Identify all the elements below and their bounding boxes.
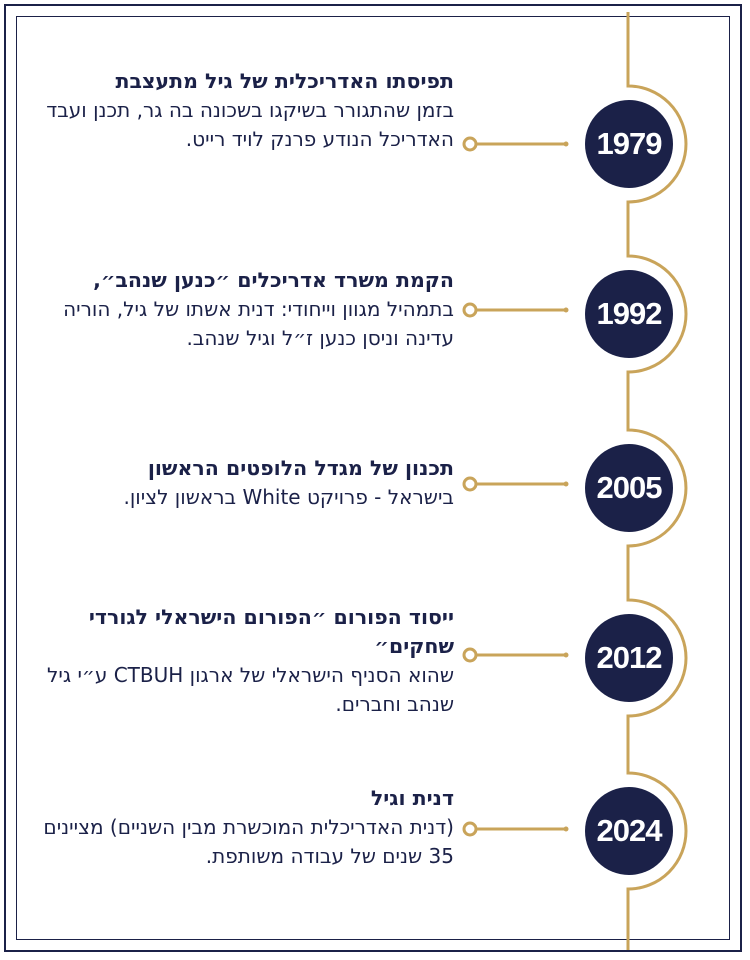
entry-text: בזמן שהתגורר בשיקגו בשכונה בה גר, תכנן ועבד האדריכל הנודע פרנק לויד רייט. (46, 98, 454, 151)
connector-dot-1992 (464, 304, 476, 316)
connector-dot-2005 (464, 478, 476, 490)
year-circle-1979: 1979 (585, 100, 673, 188)
timeline-entry-1979 (24, 67, 454, 154)
entry-text: בתמהיל מגוון וייחודי: דנית אשתו של גיל, הוריה עדינה וניסן כנען ז״ל וגיל שנהב. (63, 297, 454, 350)
entry-title: ייסוד הפורום ״הפורום הישראלי לגורדי שחקים״ (88, 605, 454, 658)
entry-title: תפיסתו האדריכלית של גיל מתעצבת (115, 69, 454, 93)
timeline-entry-2024 (24, 784, 454, 871)
connector-dot-2024 (464, 823, 476, 835)
year-circle-2005: 2005 (585, 444, 673, 532)
timeline-entry-2012 (24, 603, 454, 719)
timeline-entry-2005 (24, 454, 454, 512)
year-circle-2024: 2024 (585, 787, 673, 875)
connector-dot-2012 (464, 649, 476, 661)
entry-text: שהוא הסניף הישראלי של ארגון CTBUH ע״י גיל שנהב וחברים. (47, 663, 454, 716)
entry-text: (דנית האדריכלית המוכשרת מבין השניים) מציינים 35 שנים של עבודה משותפת. (43, 815, 454, 868)
connector-dot-1979 (464, 138, 476, 150)
entry-title: תכנון של מגדל הלופטים הראשון (147, 456, 454, 480)
timeline-entry-1992 (24, 266, 454, 353)
year-circle-1992: 1992 (585, 270, 673, 358)
year-circle-2012: 2012 (585, 614, 673, 702)
entry-text: בישראל - פרויקט White בראשון לציון. (123, 485, 454, 509)
entry-title: הקמת משרד אדריכלים ״כנען שנהב״, (93, 268, 454, 292)
entry-title: דנית וגיל (370, 786, 454, 810)
